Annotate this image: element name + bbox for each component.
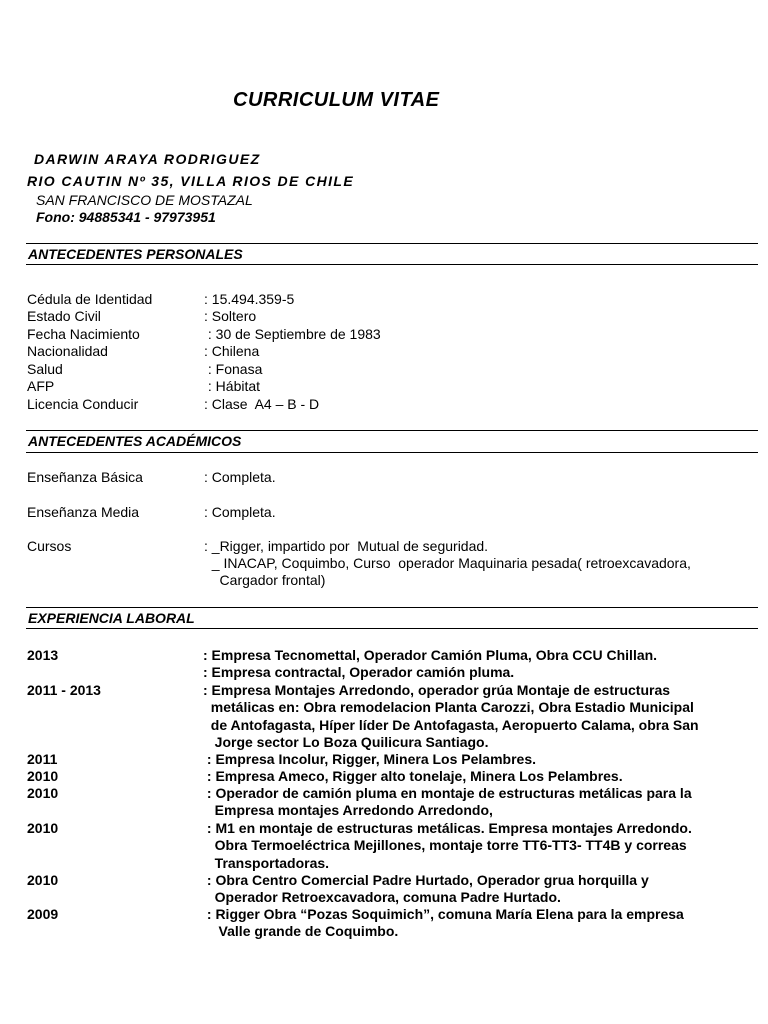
- experience-description-line: : Operador de camión pluma en montaje de estructuras metálicas para la: [203, 785, 692, 801]
- experience-year: 2010: [27, 768, 59, 784]
- field-label: Cédula de Identidad: [27, 291, 153, 307]
- experience-description-line: : Empresa Tecnomettal, Operador Camión Pluma, Obra CCU Chillan.: [203, 647, 658, 663]
- experience-description-line: : M1 en montaje de estructuras metálicas. Empresa montajes Arredondo.: [203, 820, 692, 836]
- document-title: CURRICULUM VITAE: [233, 89, 440, 111]
- experience-description-line: Transportadoras.: [203, 854, 330, 871]
- experience-description-line: : Empresa Ameco, Rigger alto tonelaje, Minera Los Pelambres.: [203, 768, 623, 784]
- section-heading-personal: ANTECEDENTES PERSONALES: [28, 246, 243, 262]
- candidate-address: RIO CAUTIN Nº 35, VILLA RIOS DE CHILE: [27, 173, 355, 189]
- course-line: _ INACAP, Coquimbo, Curso operador Maquinaria pesada( retroexcavadora,: [204, 555, 691, 571]
- field-value: : 30 de Septiembre de 1983: [204, 326, 381, 342]
- candidate-name: DARWIN ARAYA RODRIGUEZ: [34, 151, 261, 167]
- experience-description-line: : Empresa contractal, Operador camión pluma.: [203, 664, 515, 681]
- experience-description-line: : Empresa Montajes Arredondo, operador grúa Montaje de estructuras: [203, 682, 671, 698]
- field-value: : Fonasa: [204, 361, 263, 377]
- experience-year: 2011: [27, 751, 58, 767]
- course-line: Cargador frontal): [204, 572, 326, 588]
- section-rule-top: [26, 430, 758, 431]
- experience-description-line: : Rigger Obra “Pozas Soquimich”, comuna María Elena para la empresa: [203, 906, 684, 922]
- field-value: : 15.494.359-5: [204, 291, 295, 307]
- field-label: Nacionalidad: [27, 343, 108, 359]
- experience-description-line: : Obra Centro Comercial Padre Hurtado, Operador grua horquilla y: [203, 872, 649, 888]
- section-rule-bottom: [26, 452, 758, 453]
- experience-year: 2010: [27, 820, 59, 836]
- experience-description-line: Obra Termoeléctrica Mejillones, montaje torre TT6-TT3- TT4B y correas: [203, 837, 687, 854]
- candidate-city: SAN FRANCISCO DE MOSTAZAL: [36, 192, 253, 208]
- experience-year: 2010: [27, 785, 59, 801]
- field-value: : Clase A4 – B - D: [204, 396, 320, 412]
- section-rule-top: [26, 243, 758, 244]
- course-line: : _Rigger, impartido por Mutual de seguridad.: [204, 538, 489, 554]
- field-value: : Soltero: [204, 308, 257, 324]
- field-label: Salud: [27, 361, 63, 377]
- field-value: : Chilena: [204, 343, 260, 359]
- field-value: : Hábitat: [204, 378, 261, 394]
- experience-year: 2009: [27, 906, 59, 922]
- field-label: Estado Civil: [27, 308, 101, 324]
- section-heading-experience: EXPERIENCIA LABORAL: [28, 610, 195, 626]
- section-rule-bottom: [26, 264, 758, 265]
- field-value: : Completa.: [204, 504, 276, 520]
- experience-description-line: metálicas en: Obra remodelacion Planta Carozzi, Obra Estadio Municipal: [203, 699, 694, 716]
- candidate-phone: Fono: 94885341 - 97973951: [36, 209, 216, 225]
- experience-year: 2010: [27, 872, 59, 888]
- experience-year: 2013: [27, 647, 59, 663]
- experience-description-line: Valle grande de Coquimbo.: [203, 923, 399, 940]
- experience-description-line: Empresa montajes Arredondo Arredondo,: [203, 802, 493, 819]
- experience-description-line: Operador Retroexcavadora, comuna Padre Hurtado.: [203, 889, 561, 906]
- section-rule-top: [26, 607, 758, 608]
- experience-description-line: de Antofagasta, Híper líder De Antofagasta, Aeropuerto Calama, obra San: [203, 716, 699, 733]
- field-label: Fecha Nacimiento: [27, 326, 140, 342]
- field-label: Cursos: [27, 538, 72, 554]
- experience-description-line: Jorge sector Lo Boza Quilicura Santiago.: [203, 733, 489, 750]
- field-label: Enseñanza Básica: [27, 469, 143, 485]
- field-label: AFP: [27, 378, 55, 394]
- field-value: : Completa.: [204, 469, 276, 485]
- experience-year: 2011 - 2013: [27, 682, 101, 698]
- section-heading-academic: ANTECEDENTES ACADÉMICOS: [28, 433, 242, 449]
- experience-description-line: : Empresa Incolur, Rigger, Minera Los Pelambres.: [203, 751, 536, 767]
- field-label: Enseñanza Media: [27, 504, 140, 520]
- section-rule-bottom: [26, 628, 758, 629]
- field-label: Licencia Conducir: [27, 396, 139, 412]
